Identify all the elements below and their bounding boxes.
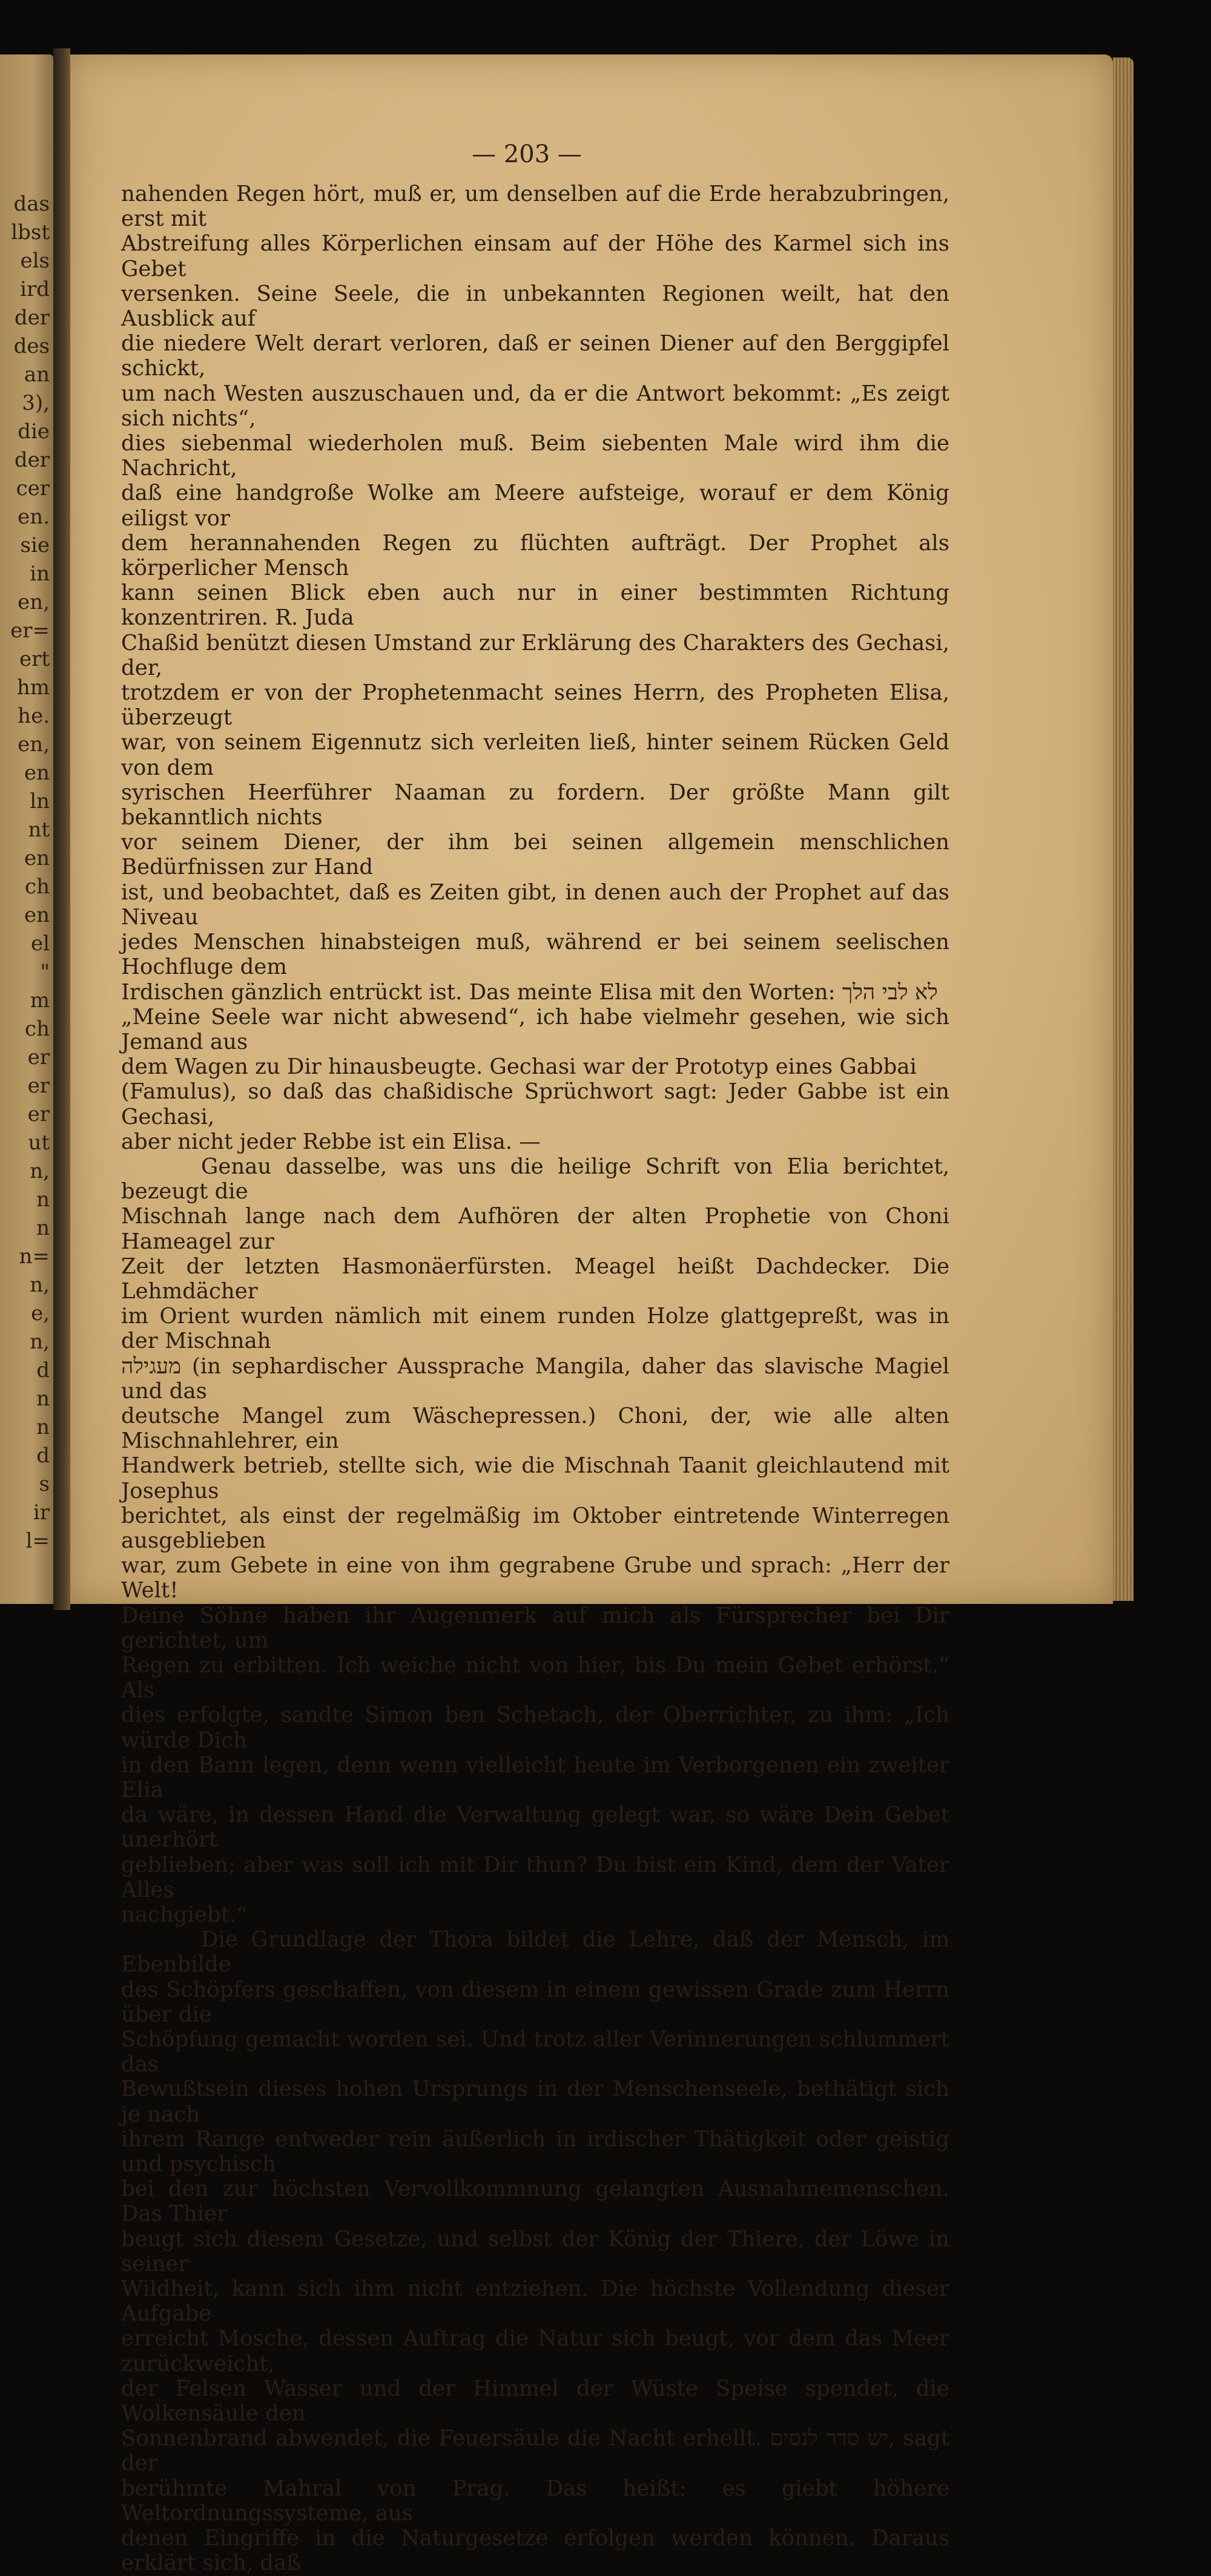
left-page-fragment: ch [25, 1017, 50, 1041]
text-line: dies siebenmal wiederholen muß. Beim siebenten Male wird ihm die Nachricht, [121, 431, 949, 481]
text-line: Wildheit, kann sich ihm nicht entziehen. Die höchste Vollendung dieser Aufgabe [121, 2276, 949, 2327]
text-line: (Famulus), so daß das chaßidische Sprüchwort sagt: Jeder Gabbe ist ein Gechasi, [121, 1079, 949, 1129]
text-line: der Felsen Wasser und der Himmel der Wüste Speise spendet, die Wolkensäule den [121, 2376, 949, 2426]
text-line: berühmte Mahral von Prag. Das heißt: es giebt höhere Weltordnungssysteme, aus [121, 2476, 949, 2526]
left-page-fragment: der [14, 306, 50, 330]
left-page-fragment: 3), [22, 391, 50, 415]
text-line: מעגילה (in sephardischer Aussprache Mangila, daher das slavische Magiel und das [121, 1353, 949, 1404]
left-page-fragment: der [14, 448, 50, 472]
left-page-fragment: cer [16, 476, 50, 501]
text-line: Chaßid benützt diesen Umstand zur Erklärung des Charakters des Gechasi, der, [121, 630, 949, 680]
left-page-fragment: e, [31, 1301, 50, 1326]
text-line: jedes Menschen hinabsteigen muß, während er bei seinem seelischen Hochfluge dem [121, 930, 949, 980]
text-line: versenken. Seine Seele, die in unbekannten Regionen weilt, hat den Ausblick auf [121, 281, 949, 332]
text-line: ist, und beobachtet, daß es Zeiten gibt, in denen auch der Prophet auf das Niveau [121, 879, 949, 930]
left-page-fragment: ert [19, 647, 50, 671]
text-line: trotzdem er von der Prophetenmacht seines Herrn, des Propheten Elisa, überzeugt [121, 680, 949, 731]
text-line: bei den zur höchsten Vervollkommnung gelangten Ausnahmemenschen. Das Thier [121, 2177, 949, 2227]
text-line: vor seinem Diener, der ihm bei seinen allgemein menschlichen Bedürfnissen zur Hand [121, 830, 949, 880]
left-page-fragment: en [24, 903, 50, 927]
left-page-fragment: ir [33, 1500, 50, 1525]
left-page-fragment: n, [30, 1330, 50, 1354]
text-line: deutsche Mangel zum Wäschepressen.) Choni, der, wie alle alten Mischnahlehrer, ein [121, 1403, 949, 1454]
text-line: Die Grundlage der Thora bildet die Lehre, daß der Mensch, im Ebenbilde [121, 1927, 949, 1977]
left-page-fragment: s [39, 1472, 50, 1496]
left-page-fragment: n, [30, 1159, 50, 1183]
text-line: dies erfolgte, sandte Simon ben Schetach, der Oberrichter, zu ihm: „Ich würde Dich [121, 1703, 949, 1753]
left-page-fragment: er= [10, 619, 50, 643]
left-page-fragment: er [27, 1074, 50, 1098]
text-line: um nach Westen auszuschauen und, da er die Antwort bekommt: „Es zeigt sich nichts“, [121, 381, 949, 431]
body-text [121, 182, 949, 2576]
previous-page-edge [0, 54, 53, 1604]
left-page-fragment: n [36, 1216, 50, 1240]
left-page-fragment: hm [16, 675, 50, 700]
left-page-fragment: sie [20, 533, 50, 557]
text-line: ihrem Range entweder rein äußerlich in irdischer Thätigkeit oder geistig und psychisch [121, 2126, 949, 2177]
text-line: kann seinen Blick eben auch nur in einer bestimmten Richtung konzentriren. R. Juda [121, 580, 949, 631]
text-line: Deine Söhne haben ihr Augenmerk auf mich als Fürsprecher bei Dir gerichtet, um [121, 1603, 949, 1653]
left-page-fragment: ln [30, 789, 50, 813]
text-line: Zeit der letzten Hasmonäerfürsten. Meagel heißt Dachdecker. Die Lehmdächer [121, 1254, 949, 1304]
text-line: erreicht Mosche, dessen Auftrag die Natur sich beugt, vor dem das Meer zurückweicht, [121, 2326, 949, 2376]
text-line: Bewußtsein dieses hohen Ursprungs in der Menschenseele, bethätigt sich je nach [121, 2077, 949, 2127]
text-line: die niedere Welt derart verloren, daß er seinen Diener auf den Berggipfel schickt, [121, 331, 949, 381]
text-line: Regen zu erbitten. Ich weiche nicht von hier, bis Du mein Gebet erhörst.“ Als [121, 1652, 949, 1703]
text-line: „Meine Seele war nicht abwesend“, ich habe vielmehr gesehen, wie sich Jemand aus [121, 1004, 949, 1054]
left-page-fragment: " [40, 960, 50, 984]
left-page-fragment: an [24, 363, 50, 387]
left-page-fragment: ch [25, 875, 50, 899]
text-line: Handwerk betrieb, stellte sich, wie die Mischnah Taanit gleichlautend mit Josephus [121, 1453, 949, 1503]
text-line: Mischnah lange nach dem Aufhören der alten Prophetie von Choni Hameagel zur [121, 1204, 949, 1254]
left-page-fragment: lbst [11, 220, 50, 245]
left-page-fragment: des [13, 334, 50, 358]
page-stack-edge [1113, 58, 1133, 1601]
text-line: denen Eingriffe in die Naturgesetze erfolgen werden können. Daraus erklärt sich, daß [121, 2526, 949, 2576]
text-line: geblieben; aber was soll ich mit Dir thun? Du bist ein Kind, dem der Vater Alles [121, 1852, 949, 1902]
left-page-fragment: d [36, 1358, 50, 1382]
text-line: war, von seinem Eigennutz sich verleiten ließ, hinter seinem Rücken Geld von dem [121, 730, 949, 780]
left-page-fragment: das [13, 192, 50, 216]
text-line: aber nicht jeder Rebbe ist ein Elisa. — [121, 1129, 541, 1154]
text-line: war, zum Gebete in eine von ihm gegrabene Grube und sprach: „Herr der Welt! [121, 1553, 949, 1603]
left-page-fragment: en [24, 846, 50, 870]
left-page-fragment: n [36, 1188, 50, 1212]
text-line: Schöpfung gemacht worden sei. Und trotz aller Verinnerungen schlummert das [121, 2027, 949, 2077]
page-number: — 203 — [472, 140, 582, 168]
left-page-fragment: l= [25, 1529, 50, 1553]
text-line: dem herannahenden Regen zu flüchten aufträgt. Der Prophet als körperlicher Mensch [121, 530, 949, 581]
book-gutter [53, 48, 70, 1610]
left-page-fragment: n= [19, 1244, 50, 1269]
text-line: Abstreifung alles Körperlichen einsam auf der Höhe des Karmel sich ins Gebet [121, 231, 949, 281]
text-line: des Schöpfers geschaffen, von diesem in einem gewissen Grade zum Herrn über die [121, 1977, 949, 2027]
left-page-fragment: els [20, 249, 50, 273]
text-line: da wäre, in dessen Hand die Verwaltung gelegt war, so wäre Dein Gebet unerhört [121, 1802, 949, 1853]
left-page-fragment: n, [30, 1273, 50, 1297]
left-page-fragment: nt [28, 818, 50, 842]
text-line: daß eine handgroße Wolke am Meere aufsteige, worauf er dem König eiligst vor [121, 481, 949, 531]
left-page-fragment: ut [28, 1131, 50, 1155]
text-line: Genau dasselbe, was uns die heilige Schrift von Elia berichtet, bezeugt die [121, 1154, 949, 1204]
left-page-fragment: er [27, 1045, 50, 1070]
left-page-fragment: d [36, 1444, 50, 1468]
left-page-fragment: en, [18, 732, 50, 757]
left-page-fragment: en [24, 761, 50, 785]
text-line: in den Bann legen, denn wenn vielleicht heute im Verborgenen ein zweiter Elia [121, 1752, 949, 1802]
left-page-fragment: ird [20, 277, 50, 301]
left-page-fragment: n [36, 1387, 50, 1411]
left-page-fragment: in [30, 562, 50, 586]
text-line: Sonnenbrand abwendet, die Feuersäule die Nacht erhellt. יש סדר לנסים, sagt der [121, 2426, 949, 2476]
left-page-fragment: er [27, 1102, 50, 1126]
left-page-fragment: en, [18, 590, 50, 614]
left-page-fragment: n [36, 1415, 50, 1439]
text-line: beugt sich diesem Gesetze, und selbst der König der Thiere, der Löwe in seiner [121, 2226, 949, 2276]
text-line: im Orient wurden nämlich mit einem runden Holze glattgepreßt, was in der Mischnah [121, 1304, 949, 1354]
left-page-fragment: en. [18, 505, 50, 529]
left-page-fragment: die [18, 419, 50, 444]
text-line: Irdischen gänzlich entrückt ist. Das meinte Elisa mit den Worten: לא לבי הלך [121, 979, 938, 1005]
left-page-fragment: he. [18, 704, 50, 728]
text-line: nahenden Regen hört, muß er, um denselben auf die Erde herabzubringen, erst mit [121, 182, 949, 232]
text-line: dem Wagen zu Dir hinausbeugte. Gechasi war der Prototyp eines Gabbai [121, 1054, 917, 1080]
text-line: syrischen Heerführer Naaman zu fordern. Der größte Mann gilt bekanntlich nichts [121, 780, 949, 830]
text-line: nachgiebt.“ [121, 1902, 248, 1928]
left-page-fragment: m [30, 988, 50, 1013]
text-line: berichtet, als einst der regelmäßig im Oktober eintretende Winterregen ausgeblieben [121, 1503, 949, 1553]
left-page-fragment: el [31, 932, 50, 956]
